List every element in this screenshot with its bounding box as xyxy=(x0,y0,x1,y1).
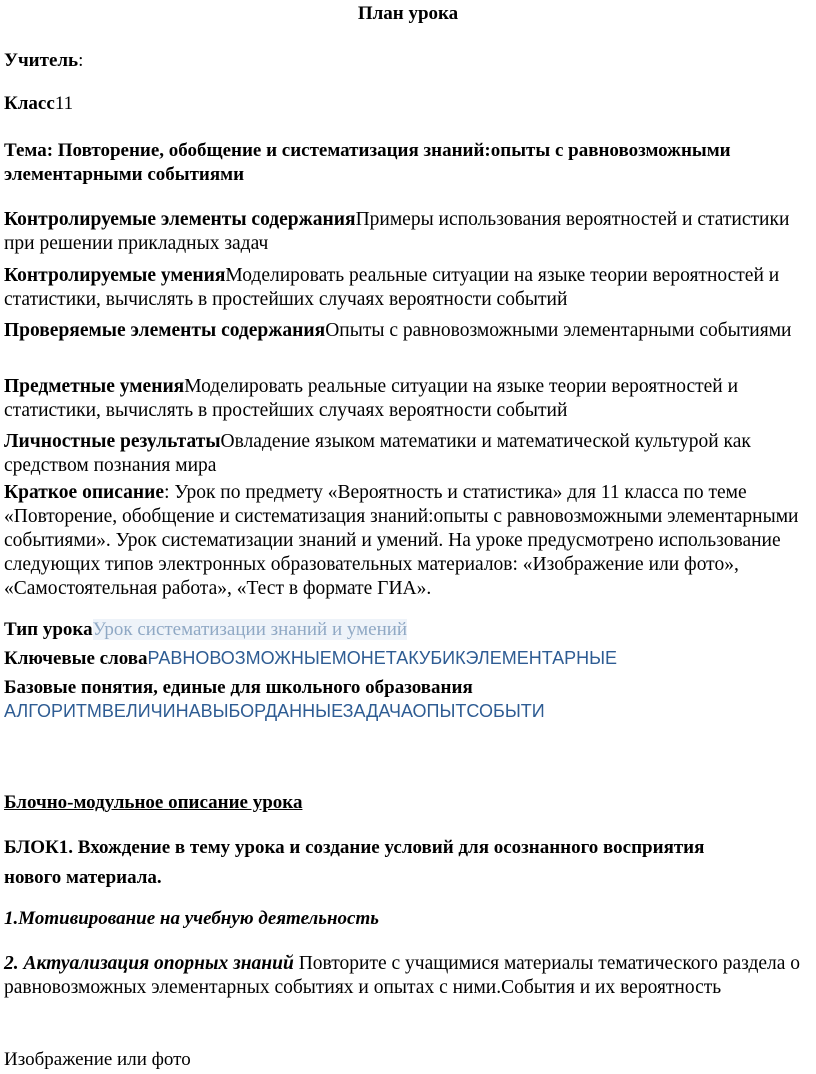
basic-concepts-label: Базовые понятия, единые для школьного образования xyxy=(4,677,473,698)
keywords-label: Ключевые слова xyxy=(4,648,148,669)
subject-skills-label: Предметные умения xyxy=(4,376,185,397)
short-description-value: : Урок по предмету «Вероятность и статистика» для 11 класса по теме «Повторение, обобщение и систематизация знаний:опыты с равновозможными элементарными событиями». Урок систематизации знаний и умений. На уроке предусмотрено использование следующих типов электронных образовательных материалов: «Изображение или фото», «Самостоятельная работа», «Тест в формате ГИА». xyxy=(4,482,799,599)
short-description xyxy=(4,481,804,601)
checked-elements-value: Опыты с равновозможными элементарными событиями xyxy=(325,320,792,341)
lesson-type-value: Урок систематизации знаний и умений xyxy=(92,619,408,640)
controlled-skills-label: Контролируемые умения xyxy=(4,265,226,286)
teacher-line xyxy=(4,49,808,72)
block-description-heading: Блочно-модульное описание урока xyxy=(4,792,303,813)
class-label: Класс xyxy=(4,93,55,114)
controlled-skills-value: Моделировать реальные ситуации на языке теории вероятностей и статистики, вычислять в простейших случаях вероятности событий xyxy=(4,265,780,310)
subject-skills-value: Моделировать реальные ситуации на языке теории вероятностей и статистики, вычислять в простейших случаях вероятности событий xyxy=(4,376,739,421)
lesson-type-label: Тип урока xyxy=(4,619,93,640)
topic-line-2: элементарными событиями xyxy=(4,164,245,185)
controlled-elements xyxy=(4,208,804,256)
class-value: 11 xyxy=(54,93,74,114)
controlled-skills xyxy=(4,264,804,312)
step1-motivation: 1.Мотивирование на учебную деятельность xyxy=(4,908,379,929)
step2-value: Повторите с учащимися материалы тематического раздела о равновозможных элементарных событиях и опытах с ними.События и их вероятность xyxy=(4,953,801,998)
teacher-label: Учитель xyxy=(4,50,79,71)
controlled-elements-label: Контролируемые элементы содержания xyxy=(4,209,356,230)
short-description-label: Краткое описание xyxy=(4,482,165,503)
class-line xyxy=(4,92,808,115)
step2-label: 2. Актуализация опорных знаний xyxy=(4,953,294,974)
lesson-type-line xyxy=(4,618,808,641)
image-caption: Изображение или фото xyxy=(4,1049,191,1070)
checked-elements xyxy=(4,319,804,343)
personal-results-label: Личностные результаты xyxy=(4,431,221,452)
personal-results-value: Овладение языком математики и математической культурой как средством познания мира xyxy=(4,431,751,476)
personal-results xyxy=(4,430,804,478)
basic-concepts-value: АЛГОРИТМВЕЛИЧИНАВЫБОРДАННЫЕЗАДАЧАОПЫТСОБЫТИ xyxy=(4,701,545,721)
teacher-colon: : xyxy=(78,50,84,71)
checked-elements-label: Проверяемые элементы содержания xyxy=(4,320,326,341)
controlled-elements-value: Примеры использования вероятностей и статистики при решении прикладных задач xyxy=(4,209,790,254)
block1-title-line-2: нового материала. xyxy=(4,867,162,888)
block1-title-line-1: БЛОК1. Вхождение в тему урока и создание условий для осознанного восприятия xyxy=(4,837,705,858)
subject-skills xyxy=(4,375,804,423)
topic-line-1: Тема: Повторение, обобщение и систематизация знаний:опыты с равновозможными xyxy=(4,140,731,161)
step2-actualization xyxy=(4,952,804,1000)
keywords-line xyxy=(4,647,808,670)
keywords-value: РАВНОВОЗМОЖНЫЕМОНЕТАКУБИКЭЛЕМЕНТАРНЫЕ xyxy=(147,648,618,668)
page-title: План урока xyxy=(357,3,459,24)
